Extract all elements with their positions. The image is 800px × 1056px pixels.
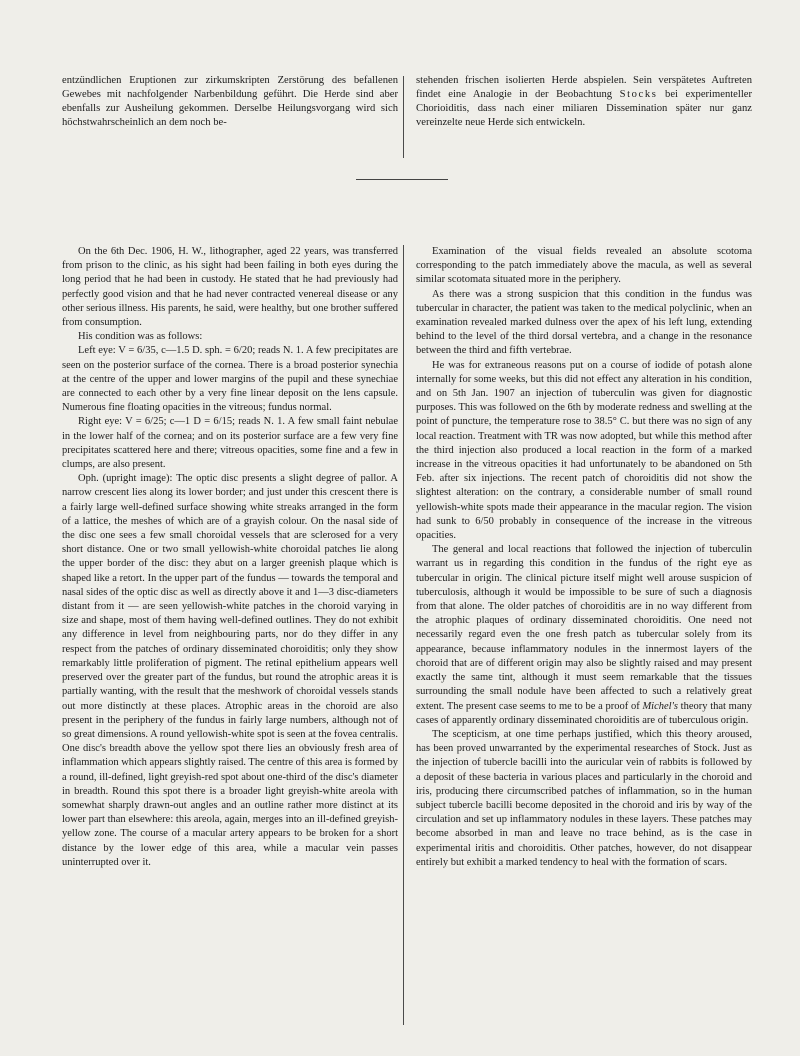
left-paragraph-2: His condition was as follows: — [78, 331, 203, 343]
top-right-column — [416, 74, 752, 130]
right-paragraph-1: Examination of the visual fields revealed an absolute scotoma corresponding to the patch immediately above the macula, as well as several similar scotomata situated more in the periphery. — [416, 246, 752, 286]
top-right-paragraph — [416, 74, 752, 130]
right-paragraph-4-text: The general and local reactions that followed the injection of tuberculin warrant us in regarding this condition in the fundus of the right eye as tubercular in origin. The clinical picture itself might well arouse suspicion of tuberculosis, although it would be impossible to be sure of such a diagnosis from that alone. The older patches of choroiditis are in no way different from the atrophic plaques of ordinary disseminated choroiditis. One need not necessarily regard even the one fresh patch as tubercular solely from its appearance, because inflammatory nodules in the innermost layers of the choroid that are of different origin may also be slightly raised and may present exactly the same tint, although it must seem remarkable that the tissues surrounding the small nodule have been affected to such a relatively great extent. The present case seems to me to be a proof of — [416, 544, 752, 712]
right-paragraph-4-end: theory that many cases of apparently ordinary disseminated choroiditis are of tuberculous origin. — [416, 700, 753, 726]
right-paragraph-3: He was for extraneous reasons put on a course of iodide of potash alone internally for some weeks, but this did not effect any alteration in his condition, and on 5th Jan. 1907 an injection of tuberculin was given for diagnostic purposes. This was followed on the 6th by moderate redness and swelling at the point of puncture, the temperature rose to 38.5° C. but there was no sign of any local reaction. Treatment with TR was now adopted, but while this method after the third injection also produced a local reaction in the form of a marked increase in the vitreous opacities it had unfortunately to be abandoned on 5th Feb. after six injections. The recent patch of choroiditis did not show the slightest alteration: on the contrary, a considerable number of small round yellowish-white spots made their appearance in the macular region. The vision had sunk to 6/50 probably in consequence of the increase in the vitreous opacities. — [416, 359, 752, 542]
right-paragraph-5: The scepticism, at one time perhaps justified, which this theory aroused, has been proved unwarranted by the experimental researches of Stock. Just as the injection of tubercle bacilli into the auricular vein of rabbits is followed by a deposit of these bacteria in various places and particularly in the choroid and iris, producing there circumscribed patches of inflammation, so in the human subject tubercle bacilli become deposited in the choroid and iris by way of the circulation and set up inflammatory nodules in these layers. These patches may become absorbed in man and leave no trace behind, as is the case in experimental iritis and choroiditis. Other patches, however, do not disappear entirely but exhibit a marked tendency to heal with the formation of scars. — [416, 728, 752, 868]
author-name-michel: Michel's — [642, 700, 678, 712]
left-column — [62, 245, 398, 870]
top-right-text-a: stehenden frischen isolierten Herde abspielen. Sein verspätetes Auftreten findet eine Analogie in der Beobachtung — [416, 75, 752, 101]
left-paragraph-4: Right eye: V = 6/25; c—1 D = 6/15; reads N. 1. A few small faint nebulae in the lower half of the cornea; and on its posterior surface are a few very fine precipitates scattered here and there; vitreous opacities, some fine and a few in clumps, are also present. — [62, 416, 398, 471]
right-column — [416, 245, 752, 870]
column-divider-top — [403, 76, 404, 158]
author-name-stocks: Stocks — [619, 89, 658, 101]
left-paragraph-3: Left eye: V = 6/35, c—1.5 D. sph. = 6/20; reads N. 1. A few precipitates are seen on the posterior surface of the cornea. There is a broad posterior synechia at the centre of the upper and lower margins of the pupil and these synechiae are connected to each other by a very fine linear deposit on the lens capsule. Numerous fine floating opacities in the vitreous; fundus normal. — [62, 345, 398, 414]
column-divider-main — [403, 245, 404, 1025]
top-left-paragraph: entzündlichen Eruptionen zur zirkumskripten Zerstörung des befallenen Gewebes mit nachfolgender Narbenbildung geführt. Die Herde sind aber ebenfalls zur Ausheilung gekommen. Derselbe Heilungsvorgang wird sich höchstwahrscheinlich an dem noch be- — [62, 75, 398, 129]
top-right-text-b: bei experimenteller Chorioiditis, dass nach einer miliaren Dissemination später nur ganz vereinzelte neue Herde sich entwickeln. — [416, 89, 752, 129]
section-separator-rule — [356, 179, 448, 180]
left-paragraph-1: On the 6th Dec. 1906, H. W., lithographer, aged 22 years, was transferred from prison to the clinic, as his sight had been failing in both eyes during the long period that he had been in custody. He stated that he had previously had perfectly good vision and that he had never contracted venereal disease or any other serious illness. His parents, he said, were healthy, but one brother suffered from consumption. — [62, 246, 398, 329]
top-left-column — [62, 74, 398, 130]
left-paragraph-5: Oph. (upright image): The optic disc presents a slight degree of pallor. A narrow crescent lies along its lower border; and just under this crescent there is a fairly large well-defined surface showing white streaks arranged in the form of a lattice, the meshes of which are of a grayish colour. On the nasal side of the disc one sees a few small choroidal vessels that are sclerosed for a very short distance. One or two small yellowish-white choroidal patches lie along the upper border of the disc: they abut on a larger greenish plaque which is shaped like a retort. In the upper part of the fundus — towards the temporal and nasal sides of the optic disc as well as directly above it and 1—3 disc-diameters distant from it — are seen yellowish-white patches in the choroid varying in size and shape, most of them having well-defined outlines. They do not exhibit any difference in level from neighbouring parts, nor do they differ in any respect from the patches of ordinary disseminated choroiditis; only they show remarkably little proliferation of pigment. The retinal epithelium appears well preserved over the greater part of the fundus, but round the atrophic areas it is partially wanting, with the result that the meshwork of choroidal vessels stands out more distinctly at these places. Atrophic areas in the choroid are also present in the periphery of the fundus in fairly large numbers, although not of so great dimensions. A round yellowish-white spot is seen at the fovea centralis. One disc's breadth above the yellow spot there lies an obviously fresh area of inflammation which appears slightly raised. The centre of this area is formed by a round, ill-defined, light greyish-red spot about one-third of the disc's diameter in breadth. Round this spot there is a broader light greyish-white areola with somewhat sharply drawn-out angles and an outline rather more distinct at its lower part than elsewhere: this areola, again, merges into an ill-defined greyish-yellow zone. The course of a macular artery appears to be broken for a short distance by the lower edge of this area, while a macular vein passes uninterrupted over it. — [62, 473, 398, 868]
right-paragraph-2: As there was a strong suspicion that this condition in the fundus was tubercular in character, the patient was taken to the medical polyclinic, when an examination revealed marked dulness over the apex of his left lung, extending behind to the level of the third dorsal vertebra, and a change in the resonance between the third and fifth vertebrae. — [416, 288, 752, 357]
right-paragraph-4 — [416, 543, 752, 728]
